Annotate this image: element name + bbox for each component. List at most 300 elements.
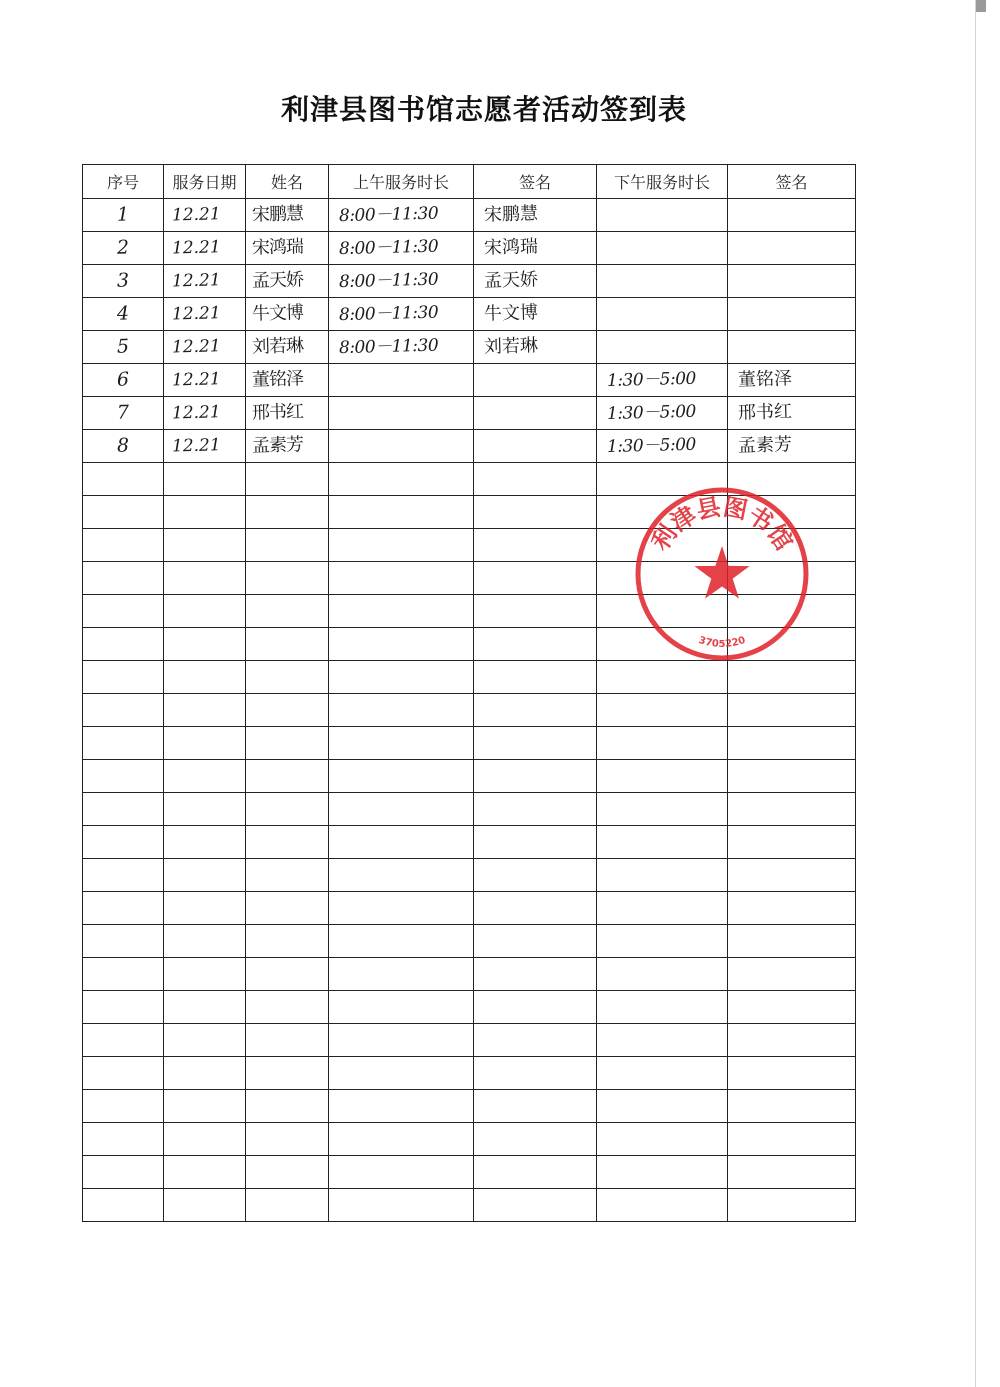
cell-name (246, 265, 329, 298)
cell-seq (83, 925, 164, 958)
cell-name (246, 1123, 329, 1156)
cell-seq (83, 1057, 164, 1090)
cell-pm-time (597, 298, 728, 331)
cell-date-text: 12.21 (171, 303, 221, 325)
cell-date (164, 331, 246, 364)
table-row-blank (83, 1189, 856, 1222)
cell-pm-time (597, 430, 728, 463)
cell-am-time-text: 8:00－11:30 (338, 269, 439, 293)
cell-am-sign (474, 958, 597, 991)
cell-am-sign (474, 1057, 597, 1090)
cell-pm-time (597, 694, 728, 727)
cell-am-sign (474, 628, 597, 661)
cell-name (246, 859, 329, 892)
cell-am-sign (474, 463, 597, 496)
cell-name (246, 595, 329, 628)
cell-pm-sign (728, 265, 856, 298)
cell-name (246, 1090, 329, 1123)
cell-am-sign (474, 496, 597, 529)
cell-seq (83, 793, 164, 826)
cell-name (246, 958, 329, 991)
cell-am-sign (474, 529, 597, 562)
cell-name (246, 826, 329, 859)
cell-pm-time (597, 760, 728, 793)
cell-am-time (329, 1090, 474, 1123)
cell-pm-time (597, 562, 728, 595)
cell-name (246, 199, 329, 232)
cell-name-text: 宋鹏慧 (251, 203, 304, 226)
cell-name (246, 232, 329, 265)
cell-date (164, 793, 246, 826)
cell-date (164, 1156, 246, 1189)
cell-pm-sign (728, 958, 856, 991)
cell-pm-sign (728, 397, 856, 430)
cell-seq (83, 727, 164, 760)
cell-date (164, 463, 246, 496)
cell-date (164, 1090, 246, 1123)
cell-am-sign (474, 1024, 597, 1057)
cell-am-sign (474, 1123, 597, 1156)
cell-am-time (329, 991, 474, 1024)
cell-date (164, 1024, 246, 1057)
cell-am-sign (474, 232, 597, 265)
cell-name (246, 397, 329, 430)
cell-seq (83, 496, 164, 529)
cell-name (246, 760, 329, 793)
cell-date (164, 727, 246, 760)
cell-seq-text: 4 (116, 302, 130, 325)
cell-date (164, 430, 246, 463)
scan-edge-line (975, 0, 976, 1387)
cell-pm-sign (728, 463, 856, 496)
cell-name-text: 孟素芳 (251, 434, 304, 457)
table-row-blank (83, 760, 856, 793)
cell-am-time (329, 793, 474, 826)
cell-am-time (329, 397, 474, 430)
cell-seq (83, 661, 164, 694)
cell-pm-sign (728, 892, 856, 925)
cell-pm-time-text: 1:30－5:00 (606, 368, 697, 392)
cell-am-time (329, 727, 474, 760)
cell-seq-text: 7 (116, 401, 130, 424)
cell-pm-sign (728, 364, 856, 397)
cell-name-text: 刘若琳 (251, 335, 304, 358)
table-row (83, 331, 856, 364)
cell-date (164, 199, 246, 232)
table-row-blank (83, 991, 856, 1024)
cell-am-sign-text: 孟天娇 (483, 269, 539, 292)
table-row-blank (83, 694, 856, 727)
cell-pm-time (597, 199, 728, 232)
cell-am-time (329, 661, 474, 694)
cell-am-sign (474, 265, 597, 298)
cell-name (246, 364, 329, 397)
cell-pm-sign (728, 331, 856, 364)
cell-name (246, 1156, 329, 1189)
cell-am-sign (474, 727, 597, 760)
table-row-blank (83, 1090, 856, 1123)
cell-date (164, 265, 246, 298)
cell-date (164, 694, 246, 727)
cell-am-time (329, 958, 474, 991)
cell-am-sign (474, 298, 597, 331)
cell-name (246, 925, 329, 958)
cell-am-time (329, 331, 474, 364)
cell-seq (83, 430, 164, 463)
header-pm-sign: 签名 (728, 165, 856, 199)
cell-seq-text: 6 (116, 368, 130, 391)
cell-seq (83, 232, 164, 265)
table-row-blank (83, 661, 856, 694)
seal-text: 利津县图书馆 (645, 491, 799, 556)
table-row-blank (83, 1123, 856, 1156)
table-row-blank (83, 496, 856, 529)
cell-date (164, 1057, 246, 1090)
cell-pm-time (597, 331, 728, 364)
cell-seq (83, 628, 164, 661)
header-am-sign: 签名 (474, 165, 597, 199)
cell-am-sign (474, 1156, 597, 1189)
table-row-blank (83, 925, 856, 958)
cell-date (164, 364, 246, 397)
cell-name-text: 董铭泽 (251, 368, 304, 391)
cell-am-sign (474, 661, 597, 694)
table-row-blank (83, 958, 856, 991)
cell-am-sign (474, 859, 597, 892)
table-row (83, 199, 856, 232)
cell-seq (83, 397, 164, 430)
cell-pm-sign (728, 496, 856, 529)
cell-pm-time (597, 628, 728, 661)
cell-am-time (329, 1123, 474, 1156)
cell-am-time (329, 364, 474, 397)
cell-am-time (329, 1057, 474, 1090)
table-row (83, 364, 856, 397)
cell-am-time (329, 859, 474, 892)
table-row-blank (83, 628, 856, 661)
cell-pm-sign (728, 826, 856, 859)
cell-pm-sign (728, 628, 856, 661)
cell-pm-sign (728, 430, 856, 463)
cell-seq (83, 1090, 164, 1123)
cell-pm-time (597, 1156, 728, 1189)
cell-pm-time (597, 991, 728, 1024)
cell-seq-text: 2 (116, 236, 130, 259)
cell-seq (83, 1123, 164, 1156)
header-pm-time: 下午服务时长 (597, 165, 728, 199)
cell-seq (83, 1156, 164, 1189)
table-row (83, 232, 856, 265)
cell-date-text: 12.21 (171, 336, 221, 358)
cell-am-time-text: 8:00－11:30 (338, 203, 439, 227)
cell-name (246, 1189, 329, 1222)
cell-am-sign (474, 826, 597, 859)
cell-name (246, 562, 329, 595)
table-row-blank (83, 826, 856, 859)
table-row (83, 265, 856, 298)
cell-seq (83, 298, 164, 331)
cell-pm-sign (728, 1090, 856, 1123)
table-row (83, 298, 856, 331)
cell-name (246, 694, 329, 727)
cell-pm-sign (728, 595, 856, 628)
cell-pm-time (597, 1057, 728, 1090)
cell-am-sign (474, 199, 597, 232)
cell-am-time (329, 496, 474, 529)
cell-name (246, 496, 329, 529)
cell-name-text: 邢书红 (251, 401, 304, 424)
cell-pm-sign (728, 925, 856, 958)
cell-pm-time (597, 397, 728, 430)
cell-name-text: 孟天娇 (251, 269, 304, 292)
header-name: 姓名 (246, 165, 329, 199)
table-row-blank (83, 892, 856, 925)
cell-pm-time (597, 364, 728, 397)
cell-date (164, 991, 246, 1024)
cell-am-time (329, 463, 474, 496)
cell-date (164, 1189, 246, 1222)
table-row-blank (83, 562, 856, 595)
cell-am-time-text: 8:00－11:30 (338, 335, 439, 359)
cell-pm-time (597, 727, 728, 760)
cell-pm-time (597, 529, 728, 562)
header-seq: 序号 (83, 165, 164, 199)
cell-pm-time-text: 1:30－5:00 (606, 434, 697, 458)
cell-date (164, 232, 246, 265)
header-row (83, 165, 856, 199)
cell-am-time (329, 595, 474, 628)
cell-date (164, 1123, 246, 1156)
cell-pm-sign (728, 232, 856, 265)
table-row-blank (83, 1156, 856, 1189)
cell-seq-text: 1 (116, 203, 130, 226)
cell-name (246, 1024, 329, 1057)
cell-name (246, 1057, 329, 1090)
cell-seq (83, 991, 164, 1024)
cell-am-sign (474, 331, 597, 364)
header-date: 服务日期 (164, 165, 246, 199)
cell-pm-time (597, 1090, 728, 1123)
cell-name (246, 331, 329, 364)
cell-am-sign (474, 760, 597, 793)
cell-am-sign (474, 1090, 597, 1123)
cell-name (246, 298, 329, 331)
table-row-blank (83, 727, 856, 760)
cell-name (246, 727, 329, 760)
cell-name (246, 628, 329, 661)
cell-am-time (329, 1189, 474, 1222)
cell-seq-text: 3 (116, 269, 130, 292)
cell-am-time (329, 760, 474, 793)
cell-seq (83, 265, 164, 298)
cell-pm-time-text: 1:30－5:00 (606, 401, 697, 425)
cell-pm-time (597, 463, 728, 496)
cell-pm-sign (728, 760, 856, 793)
cell-pm-time (597, 925, 728, 958)
table-row-blank (83, 1024, 856, 1057)
cell-pm-sign-text: 邢书红 (737, 401, 793, 424)
cell-pm-time (597, 496, 728, 529)
cell-am-sign-text: 牛文博 (483, 302, 539, 325)
table-row-blank (83, 1057, 856, 1090)
cell-am-time (329, 265, 474, 298)
cell-pm-time (597, 265, 728, 298)
cell-am-sign-text: 宋鹏慧 (483, 203, 539, 226)
cell-seq (83, 364, 164, 397)
cell-date (164, 826, 246, 859)
cell-pm-time (597, 958, 728, 991)
cell-date (164, 892, 246, 925)
table-body (83, 199, 856, 1222)
cell-seq-text: 8 (116, 434, 130, 457)
cell-date (164, 859, 246, 892)
cell-date (164, 661, 246, 694)
cell-date (164, 496, 246, 529)
page-title: 利津县图书馆志愿者活动签到表 (280, 93, 687, 126)
cell-name-text: 宋鸿瑞 (251, 236, 304, 259)
cell-seq (83, 694, 164, 727)
cell-seq (83, 760, 164, 793)
cell-am-sign (474, 892, 597, 925)
cell-seq (83, 595, 164, 628)
cell-pm-time (597, 859, 728, 892)
cell-pm-sign (728, 1189, 856, 1222)
cell-am-time (329, 562, 474, 595)
cell-am-sign (474, 694, 597, 727)
cell-seq (83, 958, 164, 991)
cell-pm-sign (728, 199, 856, 232)
header-am-time: 上午服务时长 (329, 165, 474, 199)
cell-pm-sign (728, 562, 856, 595)
cell-seq (83, 826, 164, 859)
cell-am-sign-text: 宋鸿瑞 (483, 236, 539, 259)
cell-name (246, 430, 329, 463)
cell-pm-time (597, 595, 728, 628)
cell-seq (83, 463, 164, 496)
cell-am-time (329, 892, 474, 925)
cell-pm-time (597, 1024, 728, 1057)
cell-pm-sign (728, 298, 856, 331)
table-row-blank (83, 793, 856, 826)
cell-pm-sign (728, 1024, 856, 1057)
cell-am-sign (474, 430, 597, 463)
cell-pm-time (597, 661, 728, 694)
cell-pm-sign-text: 董铭泽 (737, 368, 793, 391)
cell-am-time-text: 8:00－11:30 (338, 236, 439, 260)
sign-in-table (82, 164, 856, 1222)
cell-am-sign (474, 925, 597, 958)
cell-pm-sign-text: 孟素芳 (737, 434, 793, 457)
cell-seq (83, 1189, 164, 1222)
table-row-blank (83, 529, 856, 562)
cell-date (164, 628, 246, 661)
cell-am-sign-text: 刘若琳 (483, 335, 539, 358)
cell-pm-time (597, 1189, 728, 1222)
cell-date-text: 12.21 (171, 435, 221, 457)
cell-date (164, 925, 246, 958)
cell-pm-sign (728, 727, 856, 760)
cell-pm-sign (728, 991, 856, 1024)
cell-seq (83, 859, 164, 892)
cell-name (246, 661, 329, 694)
cell-seq (83, 892, 164, 925)
table-row (83, 397, 856, 430)
cell-name (246, 793, 329, 826)
cell-pm-sign (728, 793, 856, 826)
cell-date (164, 958, 246, 991)
cell-am-sign (474, 397, 597, 430)
cell-date (164, 595, 246, 628)
cell-am-sign (474, 364, 597, 397)
cell-am-sign (474, 793, 597, 826)
cell-pm-time (597, 793, 728, 826)
cell-am-time-text: 8:00－11:30 (338, 302, 439, 326)
cell-name (246, 529, 329, 562)
cell-date-text: 12.21 (171, 237, 221, 259)
cell-date (164, 562, 246, 595)
cell-name-text: 牛文博 (251, 302, 304, 325)
cell-pm-sign (728, 1156, 856, 1189)
cell-seq (83, 1024, 164, 1057)
cell-am-sign (474, 595, 597, 628)
cell-am-time (329, 1156, 474, 1189)
cell-am-time (329, 694, 474, 727)
cell-pm-time (597, 826, 728, 859)
cell-am-sign (474, 991, 597, 1024)
cell-am-time (329, 925, 474, 958)
cell-date (164, 760, 246, 793)
cell-seq (83, 529, 164, 562)
cell-am-time (329, 1024, 474, 1057)
cell-seq (83, 562, 164, 595)
cell-am-time (329, 628, 474, 661)
cell-am-time (329, 298, 474, 331)
cell-date (164, 397, 246, 430)
cell-am-time (329, 529, 474, 562)
cell-am-time (329, 826, 474, 859)
table-row-blank (83, 463, 856, 496)
scan-corner-mark (976, 0, 986, 12)
table-row (83, 430, 856, 463)
cell-pm-sign (728, 694, 856, 727)
table-row-blank (83, 859, 856, 892)
cell-pm-sign (728, 1123, 856, 1156)
cell-seq (83, 199, 164, 232)
cell-seq-text: 5 (116, 335, 130, 358)
cell-date-text: 12.21 (171, 204, 221, 226)
cell-date (164, 298, 246, 331)
table-row-blank (83, 595, 856, 628)
cell-date-text: 12.21 (171, 402, 221, 424)
cell-pm-time (597, 232, 728, 265)
cell-name (246, 892, 329, 925)
cell-seq (83, 331, 164, 364)
cell-pm-sign (728, 529, 856, 562)
cell-date (164, 529, 246, 562)
cell-name (246, 991, 329, 1024)
cell-date-text: 12.21 (171, 270, 221, 292)
cell-pm-sign (728, 661, 856, 694)
seal-code: 3705220 (697, 634, 747, 650)
cell-pm-sign (728, 1057, 856, 1090)
cell-name (246, 463, 329, 496)
cell-am-time (329, 232, 474, 265)
cell-pm-sign (728, 859, 856, 892)
cell-pm-time (597, 892, 728, 925)
cell-am-time (329, 199, 474, 232)
cell-am-time (329, 430, 474, 463)
cell-am-sign (474, 562, 597, 595)
